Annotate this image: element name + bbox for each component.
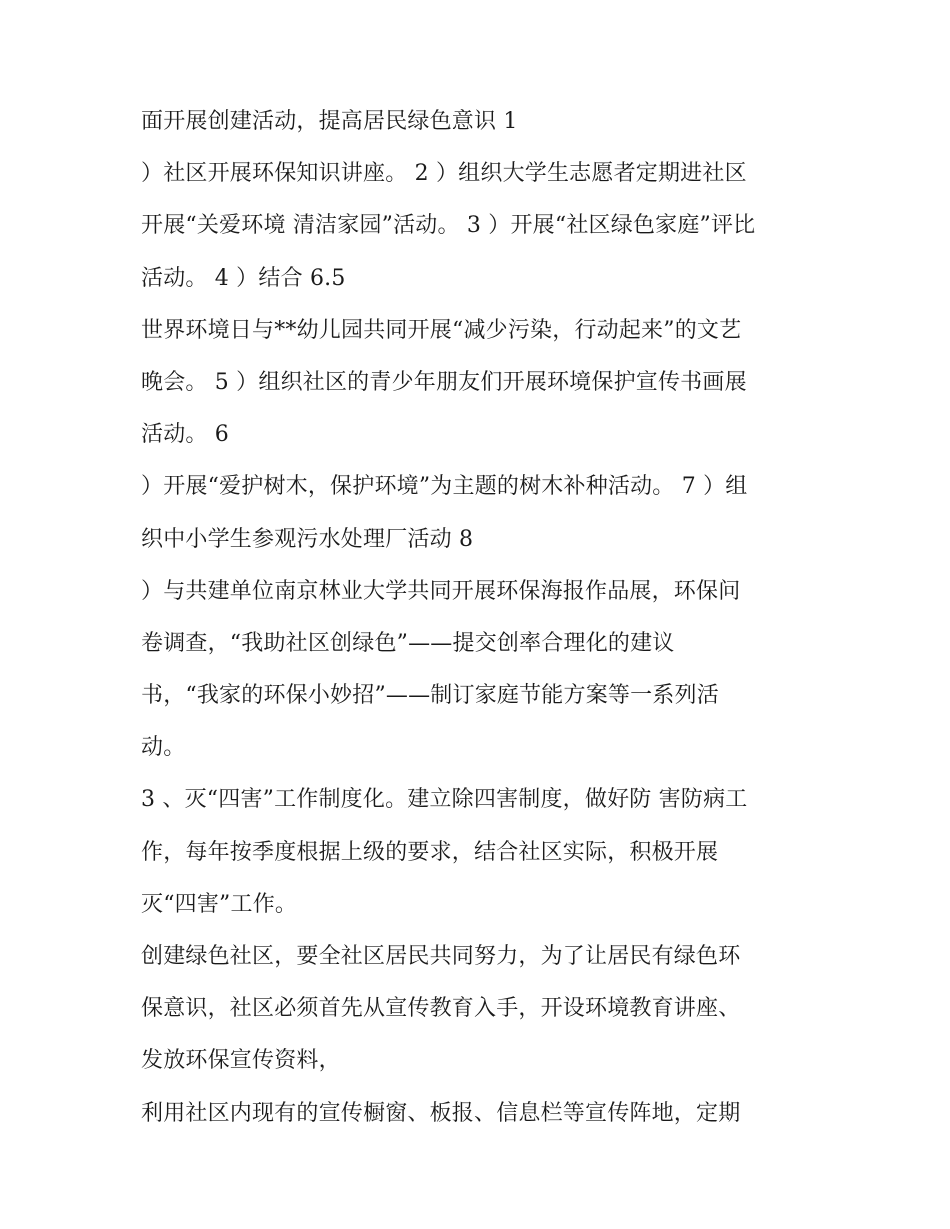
document-body: [141, 109, 821, 1153]
text-line: 利用社区内现有的宣传橱窗、板报、信息栏等宣传阵地，定期: [141, 1100, 741, 1126]
text-line: ）开展“爱护树木，保护环境”为主题的树木补种活动。 7 ）组: [141, 474, 748, 500]
text-line: 作，每年按季度根据上级的要求，结合社区实际，积极开展: [141, 839, 719, 865]
text-line: 3 、灭“四害”工作制度化。建立除四害制度，做好防 害防病工: [141, 787, 748, 813]
text-line: 活动。 6: [141, 422, 229, 448]
text-line: 活动。 4 ）结合 6.5: [141, 265, 346, 291]
text-line: 卷调查，“我助社区创绿色”——提交创率合理化的建议: [141, 630, 675, 656]
text-line: 面开展创建活动，提高居民绿色意识 1: [141, 109, 518, 134]
text-line: 织中小学生参观污水处理厂活动 8: [141, 526, 474, 552]
text-line: 书，“我家的环保小妙招”——制订家庭节能方案等一系列活: [141, 683, 719, 709]
text-line: ）与共建单位南京林业大学共同开展环保海报作品展，环保问: [141, 578, 741, 604]
text-line: 动。: [141, 735, 186, 761]
text-line: 发放环保宣传资料，: [141, 1048, 341, 1074]
text-line: 晚会。 5 ）组织社区的青少年朋友们开展环境保护宣传书画展: [141, 369, 747, 395]
text-line: ）社区开展环保知识讲座。 2 ）组织大学生志愿者定期进社区: [141, 161, 747, 187]
text-line: 创建绿色社区，要全社区居民共同努力，为了让居民有绿色环: [141, 944, 741, 969]
text-line: 开展“关爱环境 清洁家园”活动。 3 ）开展“社区绿色家庭”评比: [141, 213, 756, 239]
text-line: 保意识，社区必须首先从宣传教育入手，开设环境教育讲座、: [141, 996, 741, 1022]
text-line: 世界环境日与**幼儿园共同开展“减少污染，行动起来”的文艺: [141, 317, 742, 343]
text-line: 灭“四害”工作。: [141, 891, 298, 917]
